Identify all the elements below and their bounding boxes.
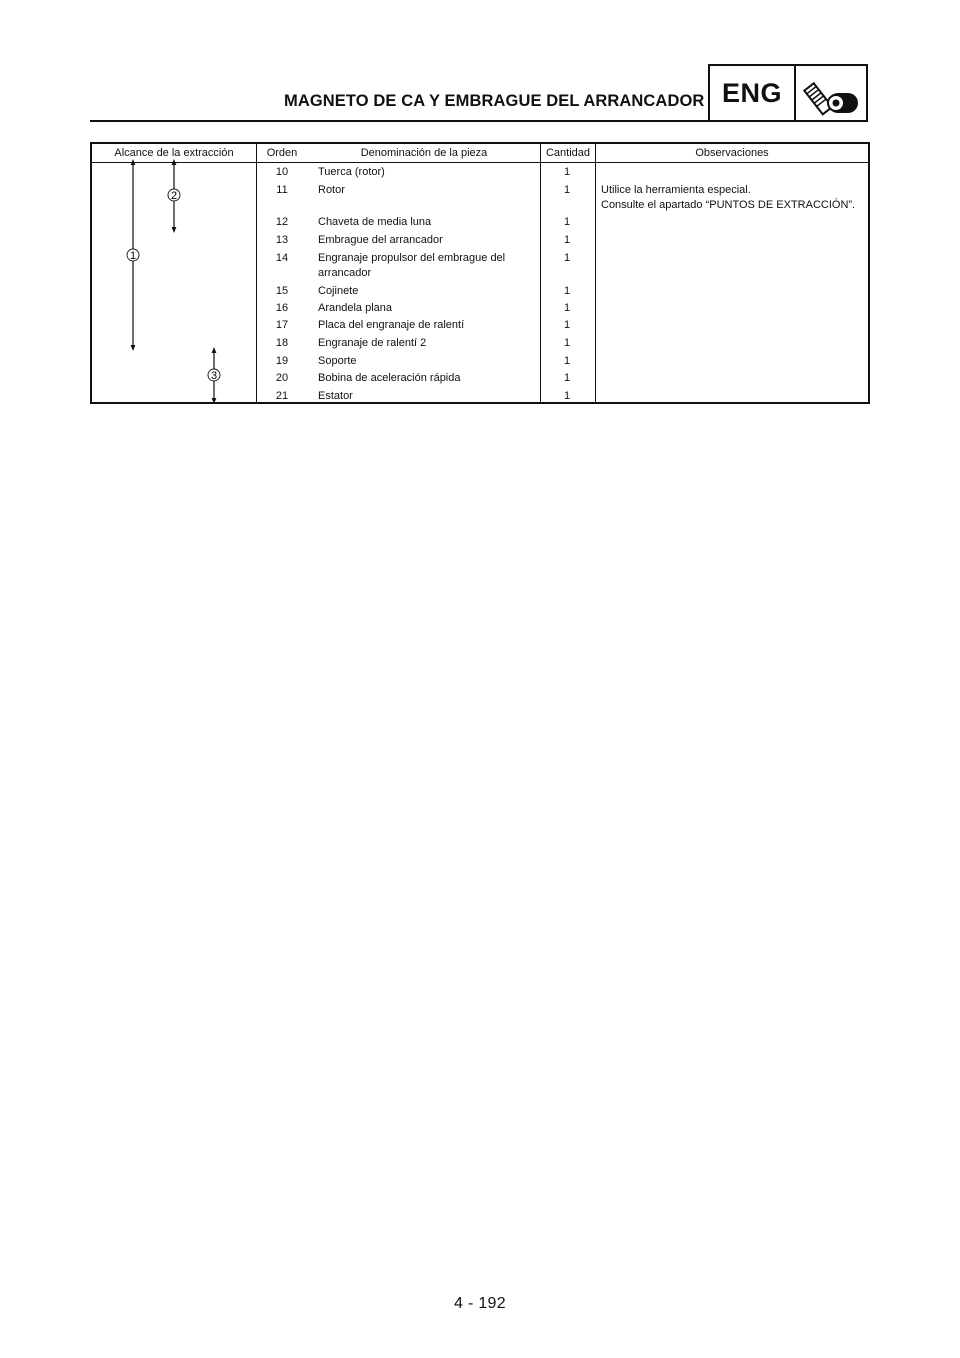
row-part: Tuerca (rotor) [318,166,385,178]
header-notes: Observaciones [695,147,769,159]
row-note: Utilice la herramienta especial. [601,184,751,196]
row-part: Soporte [318,355,357,367]
column-divider [595,144,596,402]
range-2-arrow [168,162,180,230]
row-order: 20 [275,372,289,384]
row-order: 11 [276,184,288,196]
range-3-label: 3 [210,370,218,382]
range-3-arrow [208,350,220,401]
row-part: Bobina de aceleración rápida [318,372,461,384]
row-part: Cojinete [318,285,359,297]
row-order: 19 [275,355,289,367]
disassembly-table [90,142,870,404]
row-order: 15 [275,285,289,297]
row-qty: 1 [563,319,571,331]
row-part: Placa del engranaje de ralentí [318,319,465,331]
row-qty: 1 [563,234,571,246]
row-part: Estator [318,390,353,402]
page-number: 4 - 192 [454,1295,506,1312]
range-2-label: 2 [170,190,178,202]
row-part: Arandela plana [318,302,393,314]
header-qty: Cantidad [545,147,591,159]
column-divider [256,144,257,402]
row-qty: 1 [563,355,571,367]
row-order: 13 [275,234,289,246]
range-1-arrow [127,162,139,348]
row-part: Rotor [318,184,345,196]
page-title: MAGNETO DE CA Y EMBRAGUE DEL ARRANCADOR [284,92,705,110]
range-1-label: 1 [129,250,137,262]
row-order: 17 [275,319,289,331]
row-part: Chaveta de media luna [318,216,432,228]
row-part: Engranaje propulsor del embrague del [318,252,506,264]
row-qty: 1 [563,184,571,196]
engine-piston-icon [796,66,866,120]
header-part: Denominación de la pieza [360,147,488,159]
row-order: 12 [275,216,289,228]
title-rule [90,120,710,122]
section-badge-label: ENG [710,66,796,120]
row-order: 14 [275,252,289,264]
section-badge [708,64,868,122]
row-part: Engranaje de ralentí 2 [318,337,427,349]
row-qty: 1 [563,216,571,228]
row-qty: 1 [563,285,571,297]
row-qty: 1 [563,372,571,384]
header-range: Alcance de la extracción [114,147,234,159]
header-order: Orden [266,147,298,159]
row-order: 16 [275,302,289,314]
row-qty: 1 [563,166,571,178]
row-qty: 1 [563,337,571,349]
row-order: 10 [275,166,289,178]
removal-range-arrows [92,144,256,402]
row-order: 18 [275,337,289,349]
row-qty: 1 [563,302,571,314]
row-qty: 1 [563,252,571,264]
row-note-line2: Consulte el apartado “PUNTOS DE EXTRACCIÓN”. [601,199,856,211]
row-qty: 1 [563,390,571,402]
row-order: 21 [275,390,289,402]
row-part-line2: arrancador [318,267,372,279]
row-part: Embrague del arrancador [318,234,443,246]
